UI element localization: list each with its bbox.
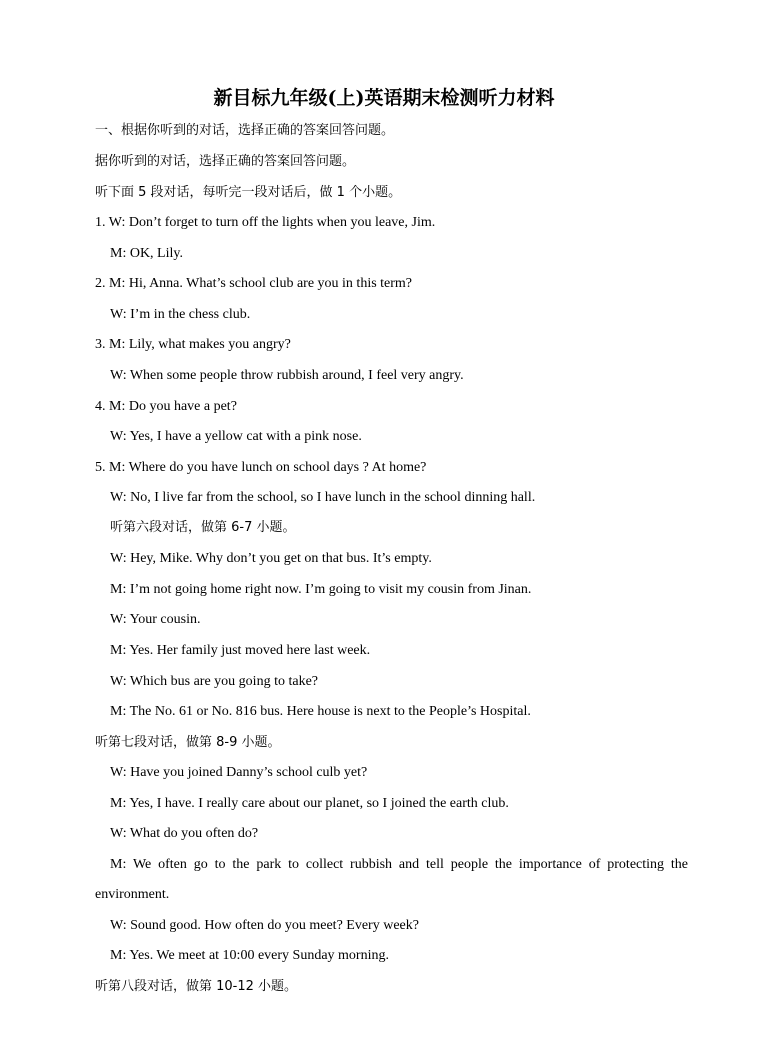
section-heading: 听第六段对话，做第 6-7 小题。 <box>110 520 296 535</box>
dialogue-line: M: Yes. We meet at 10:00 every Sunday morning. <box>110 948 389 963</box>
document-title: 新目标九年级(上)英语期末检测听力材料 <box>213 87 555 109</box>
dialogue-line: W: Sound good. How often do you meet? Every week? <box>110 918 419 933</box>
dialogue-line: W: Your cousin. <box>110 612 201 627</box>
dialogue-line: 3. M: Lily, what makes you angry? <box>95 337 291 352</box>
dialogue-line: M: Yes. Her family just moved here last week. <box>110 643 371 658</box>
section-heading: 一、根据你听到的对话，选择正确的答案回答问题。 <box>95 123 395 138</box>
dialogue-line: W: Have you joined Danny’s school culb yet? <box>110 765 368 780</box>
dialogue-line: 5. M: Where do you have lunch on school days ? At home? <box>95 460 427 475</box>
dialogue-line: W: I’m in the chess club. <box>110 307 251 322</box>
dialogue-line: W: What do you often do? <box>110 826 259 841</box>
dialogue-line: M: Yes, I have. I really care about our planet, so I joined the earth club. <box>110 796 509 811</box>
instruction-line: 听下面 5 段对话，每听完一段对话后，做 1 个小题。 <box>95 185 402 200</box>
dialogue-line: 1. W: Don’t forget to turn off the lights when you leave, Jim. <box>95 215 436 230</box>
dialogue-line: M: We often go to the park to collect rubbish and tell people the importance of protecting the <box>110 857 688 872</box>
dialogue-line: W: Yes, I have a yellow cat with a pink nose. <box>110 429 362 444</box>
dialogue-line: M: I’m not going home right now. I’m going to visit my cousin from Jinan. <box>110 582 532 597</box>
dialogue-line: W: Which bus are you going to take? <box>110 674 318 689</box>
dialogue-line: W: When some people throw rubbish around, I feel very angry. <box>110 368 464 383</box>
dialogue-line: M: The No. 61 or No. 816 bus. Here house is next to the People’s Hospital. <box>110 704 531 719</box>
section-heading: 听第七段对话，做第 8-9 小题。 <box>95 735 281 750</box>
dialogue-line: 2. M: Hi, Anna. What’s school club are you in this term? <box>95 276 413 291</box>
section-heading: 听第八段对话，做第 10-12 小题。 <box>95 979 298 994</box>
dialogue-line: M: OK, Lily. <box>110 246 183 261</box>
dialogue-line: W: Hey, Mike. Why don’t you get on that bus. It’s empty. <box>110 551 432 566</box>
dialogue-line: 4. M: Do you have a pet? <box>95 399 237 414</box>
dialogue-line: W: No, I live far from the school, so I have lunch in the school dinning hall. <box>110 490 536 505</box>
dialogue-line-continuation: environment. <box>95 887 170 902</box>
instruction-line: 据你听到的对话，选择正确的答案回答问题。 <box>95 154 356 169</box>
